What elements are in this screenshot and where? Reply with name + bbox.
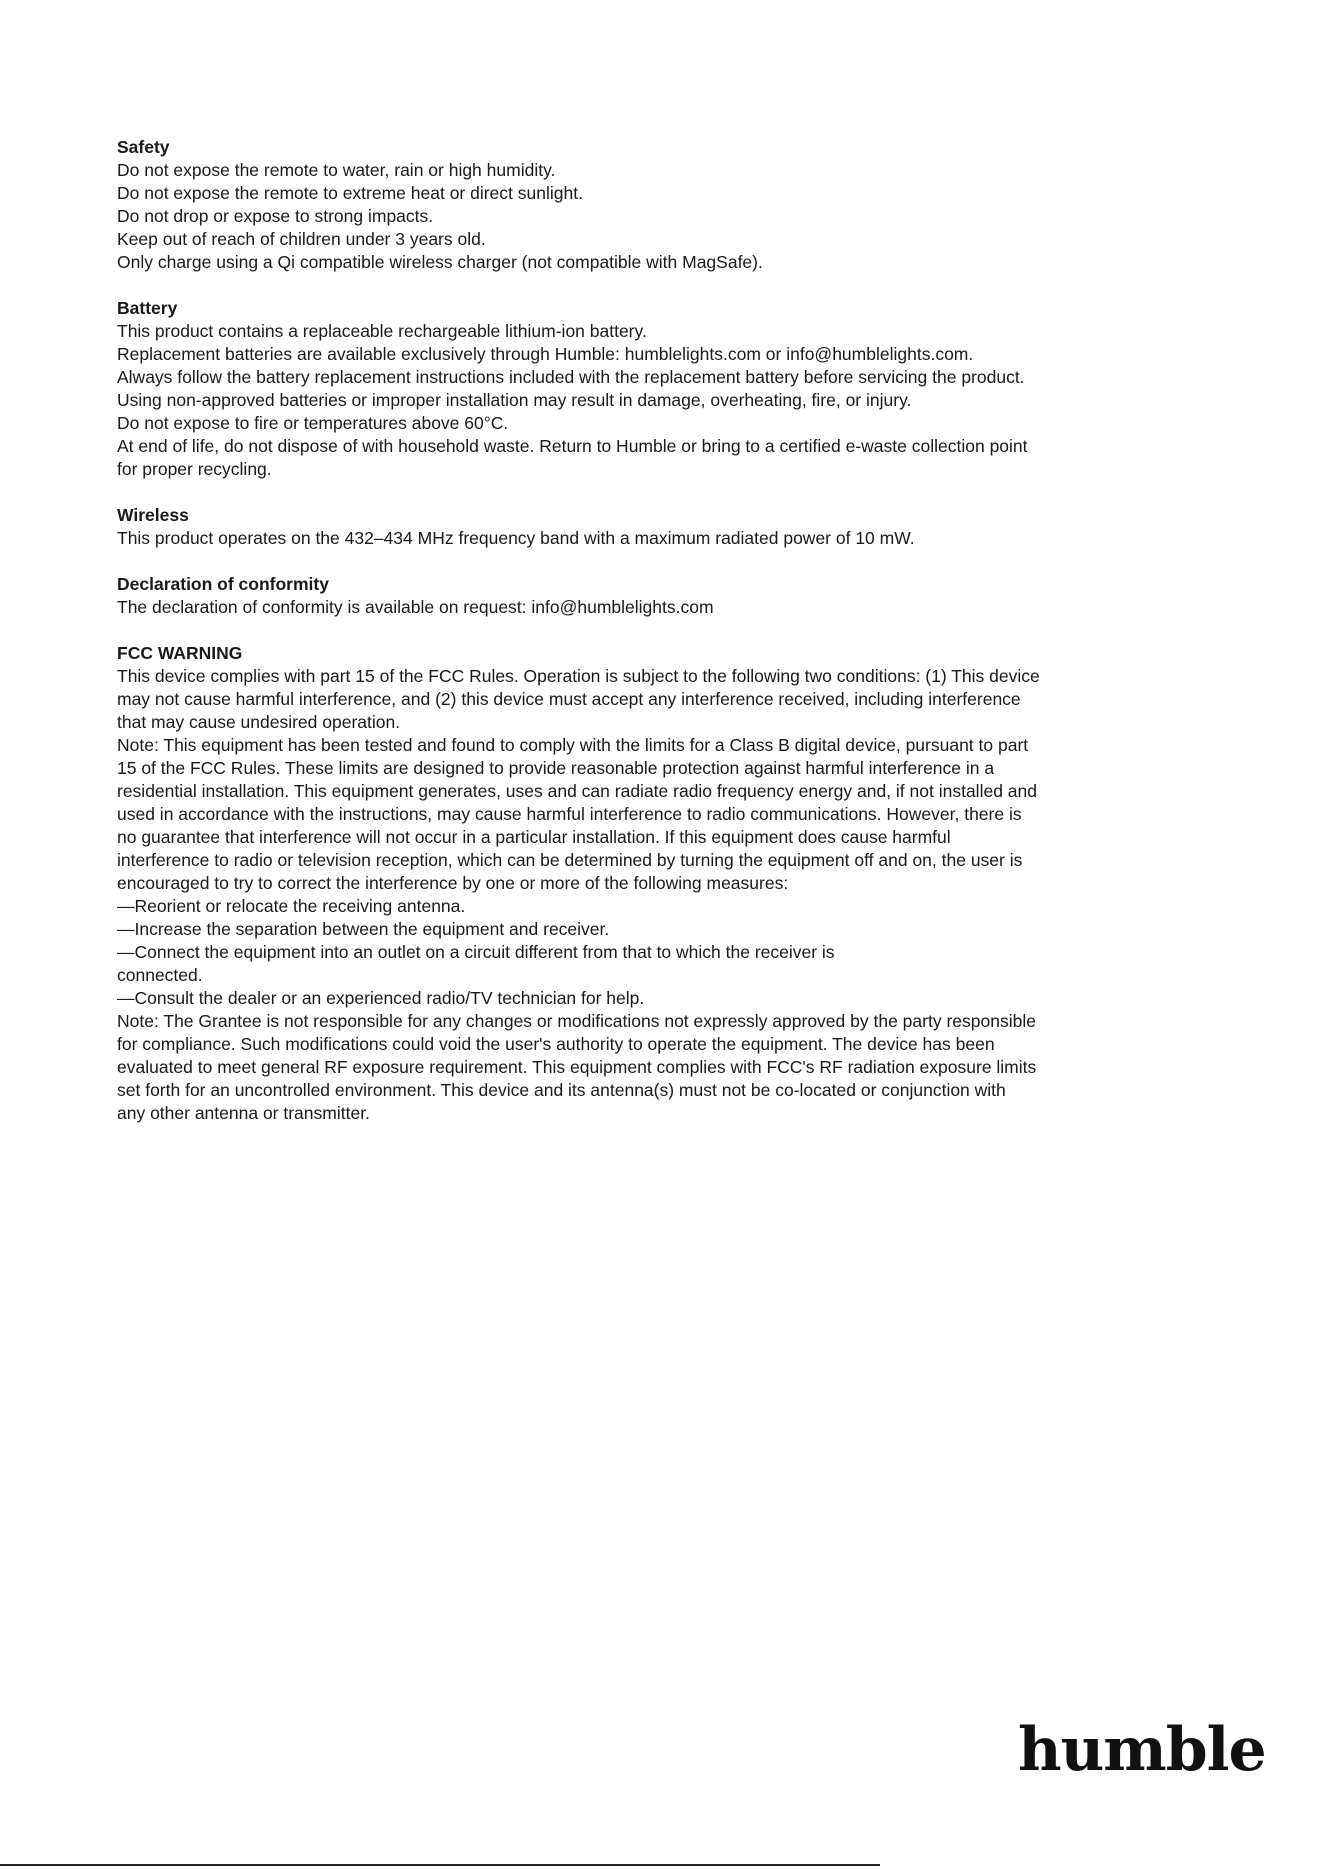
fcc-line: may not cause harmful interference, and (2) this device must accept any interference received, including interference xyxy=(117,689,1021,709)
fcc-line: residential installation. This equipment generates, uses and can radiate radio frequency energy and, if not installed and xyxy=(117,781,1037,801)
fcc-line: encouraged to try to correct the interference by one or more of the following measures: xyxy=(117,873,789,893)
fcc-line: 15 of the FCC Rules. These limits are designed to provide reasonable protection against harmful interference in a xyxy=(117,758,995,778)
wireless-line: This product operates on the 432–434 MHz frequency band with a maximum radiated power of 10 mW. xyxy=(117,528,915,548)
document-body xyxy=(117,136,1217,1148)
section-title-battery: Battery xyxy=(117,298,178,318)
section-title-fcc-warning: FCC WARNING xyxy=(117,643,243,663)
section-title-declaration: Declaration of conformity xyxy=(117,574,329,594)
fcc-line: evaluated to meet general RF exposure requirement. This equipment complies with FCC's RF radiation exposure limits xyxy=(117,1057,1037,1077)
section-declaration xyxy=(117,573,1217,619)
fcc-line: —Connect the equipment into an outlet on a circuit different from that to which the receiver is xyxy=(117,942,835,962)
safety-line: Do not drop or expose to strong impacts. xyxy=(117,206,434,226)
safety-line: Do not expose the remote to water, rain or high humidity. xyxy=(117,160,556,180)
battery-line: for proper recycling. xyxy=(117,459,272,479)
fcc-line: —Increase the separation between the equipment and receiver. xyxy=(117,919,610,939)
safety-line: Keep out of reach of children under 3 years old. xyxy=(117,229,486,249)
fcc-line: set forth for an uncontrolled environment. This device and its antenna(s) must not be co-located or conjunction with xyxy=(117,1080,1006,1100)
fcc-line: Note: This equipment has been tested and found to comply with the limits for a Class B digital device, pursuant to part xyxy=(117,735,1029,755)
battery-line: Using non-approved batteries or improper installation may result in damage, overheating, fire, or injury. xyxy=(117,390,912,410)
fcc-line: used in accordance with the instructions, may cause harmful interference to radio communications. However, there is xyxy=(117,804,1022,824)
declaration-line: The declaration of conformity is available on request: info@humblelights.com xyxy=(117,597,714,617)
section-title-wireless: Wireless xyxy=(117,505,189,525)
fcc-line: Note: The Grantee is not responsible for any changes or modifications not expressly approved by the party responsible xyxy=(117,1011,1036,1031)
fcc-line: for compliance. Such modifications could void the user's authority to operate the equipment. The device has been xyxy=(117,1034,995,1054)
fcc-line: —Reorient or relocate the receiving antenna. xyxy=(117,896,466,916)
fcc-line: that may cause undesired operation. xyxy=(117,712,401,732)
battery-line: Always follow the battery replacement instructions included with the replacement battery before servicing the product. xyxy=(117,367,1025,387)
section-battery xyxy=(117,297,1217,481)
fcc-line: interference to radio or television reception, which can be determined by turning the equipment off and on, the user is xyxy=(117,850,1023,870)
section-title-safety: Safety xyxy=(117,137,170,157)
fcc-line: any other antenna or transmitter. xyxy=(117,1103,370,1123)
safety-line: Do not expose the remote to extreme heat or direct sunlight. xyxy=(117,183,583,203)
safety-line: Only charge using a Qi compatible wireless charger (not compatible with MagSafe). xyxy=(117,252,763,272)
fcc-line: —Consult the dealer or an experienced radio/TV technician for help. xyxy=(117,988,645,1008)
bottom-divider xyxy=(0,1864,880,1866)
section-safety xyxy=(117,136,1217,274)
battery-line: Do not expose to fire or temperatures above 60°C. xyxy=(117,413,509,433)
battery-line: At end of life, do not dispose of with household waste. Return to Humble or bring to a certified e-waste collection point xyxy=(117,436,1028,456)
section-wireless xyxy=(117,504,1217,550)
humble-logo: humble xyxy=(1018,1715,1266,1785)
fcc-line: This device complies with part 15 of the FCC Rules. Operation is subject to the following two conditions: (1) This device xyxy=(117,666,1040,686)
fcc-line: connected. xyxy=(117,965,203,985)
battery-line: This product contains a replaceable rechargeable lithium-ion battery. xyxy=(117,321,647,341)
section-fcc-warning xyxy=(117,642,1217,1125)
battery-line: Replacement batteries are available exclusively through Humble: humblelights.com or info@humblelights.com. xyxy=(117,344,974,364)
fcc-line: no guarantee that interference will not occur in a particular installation. If this equipment does cause harmful xyxy=(117,827,951,847)
